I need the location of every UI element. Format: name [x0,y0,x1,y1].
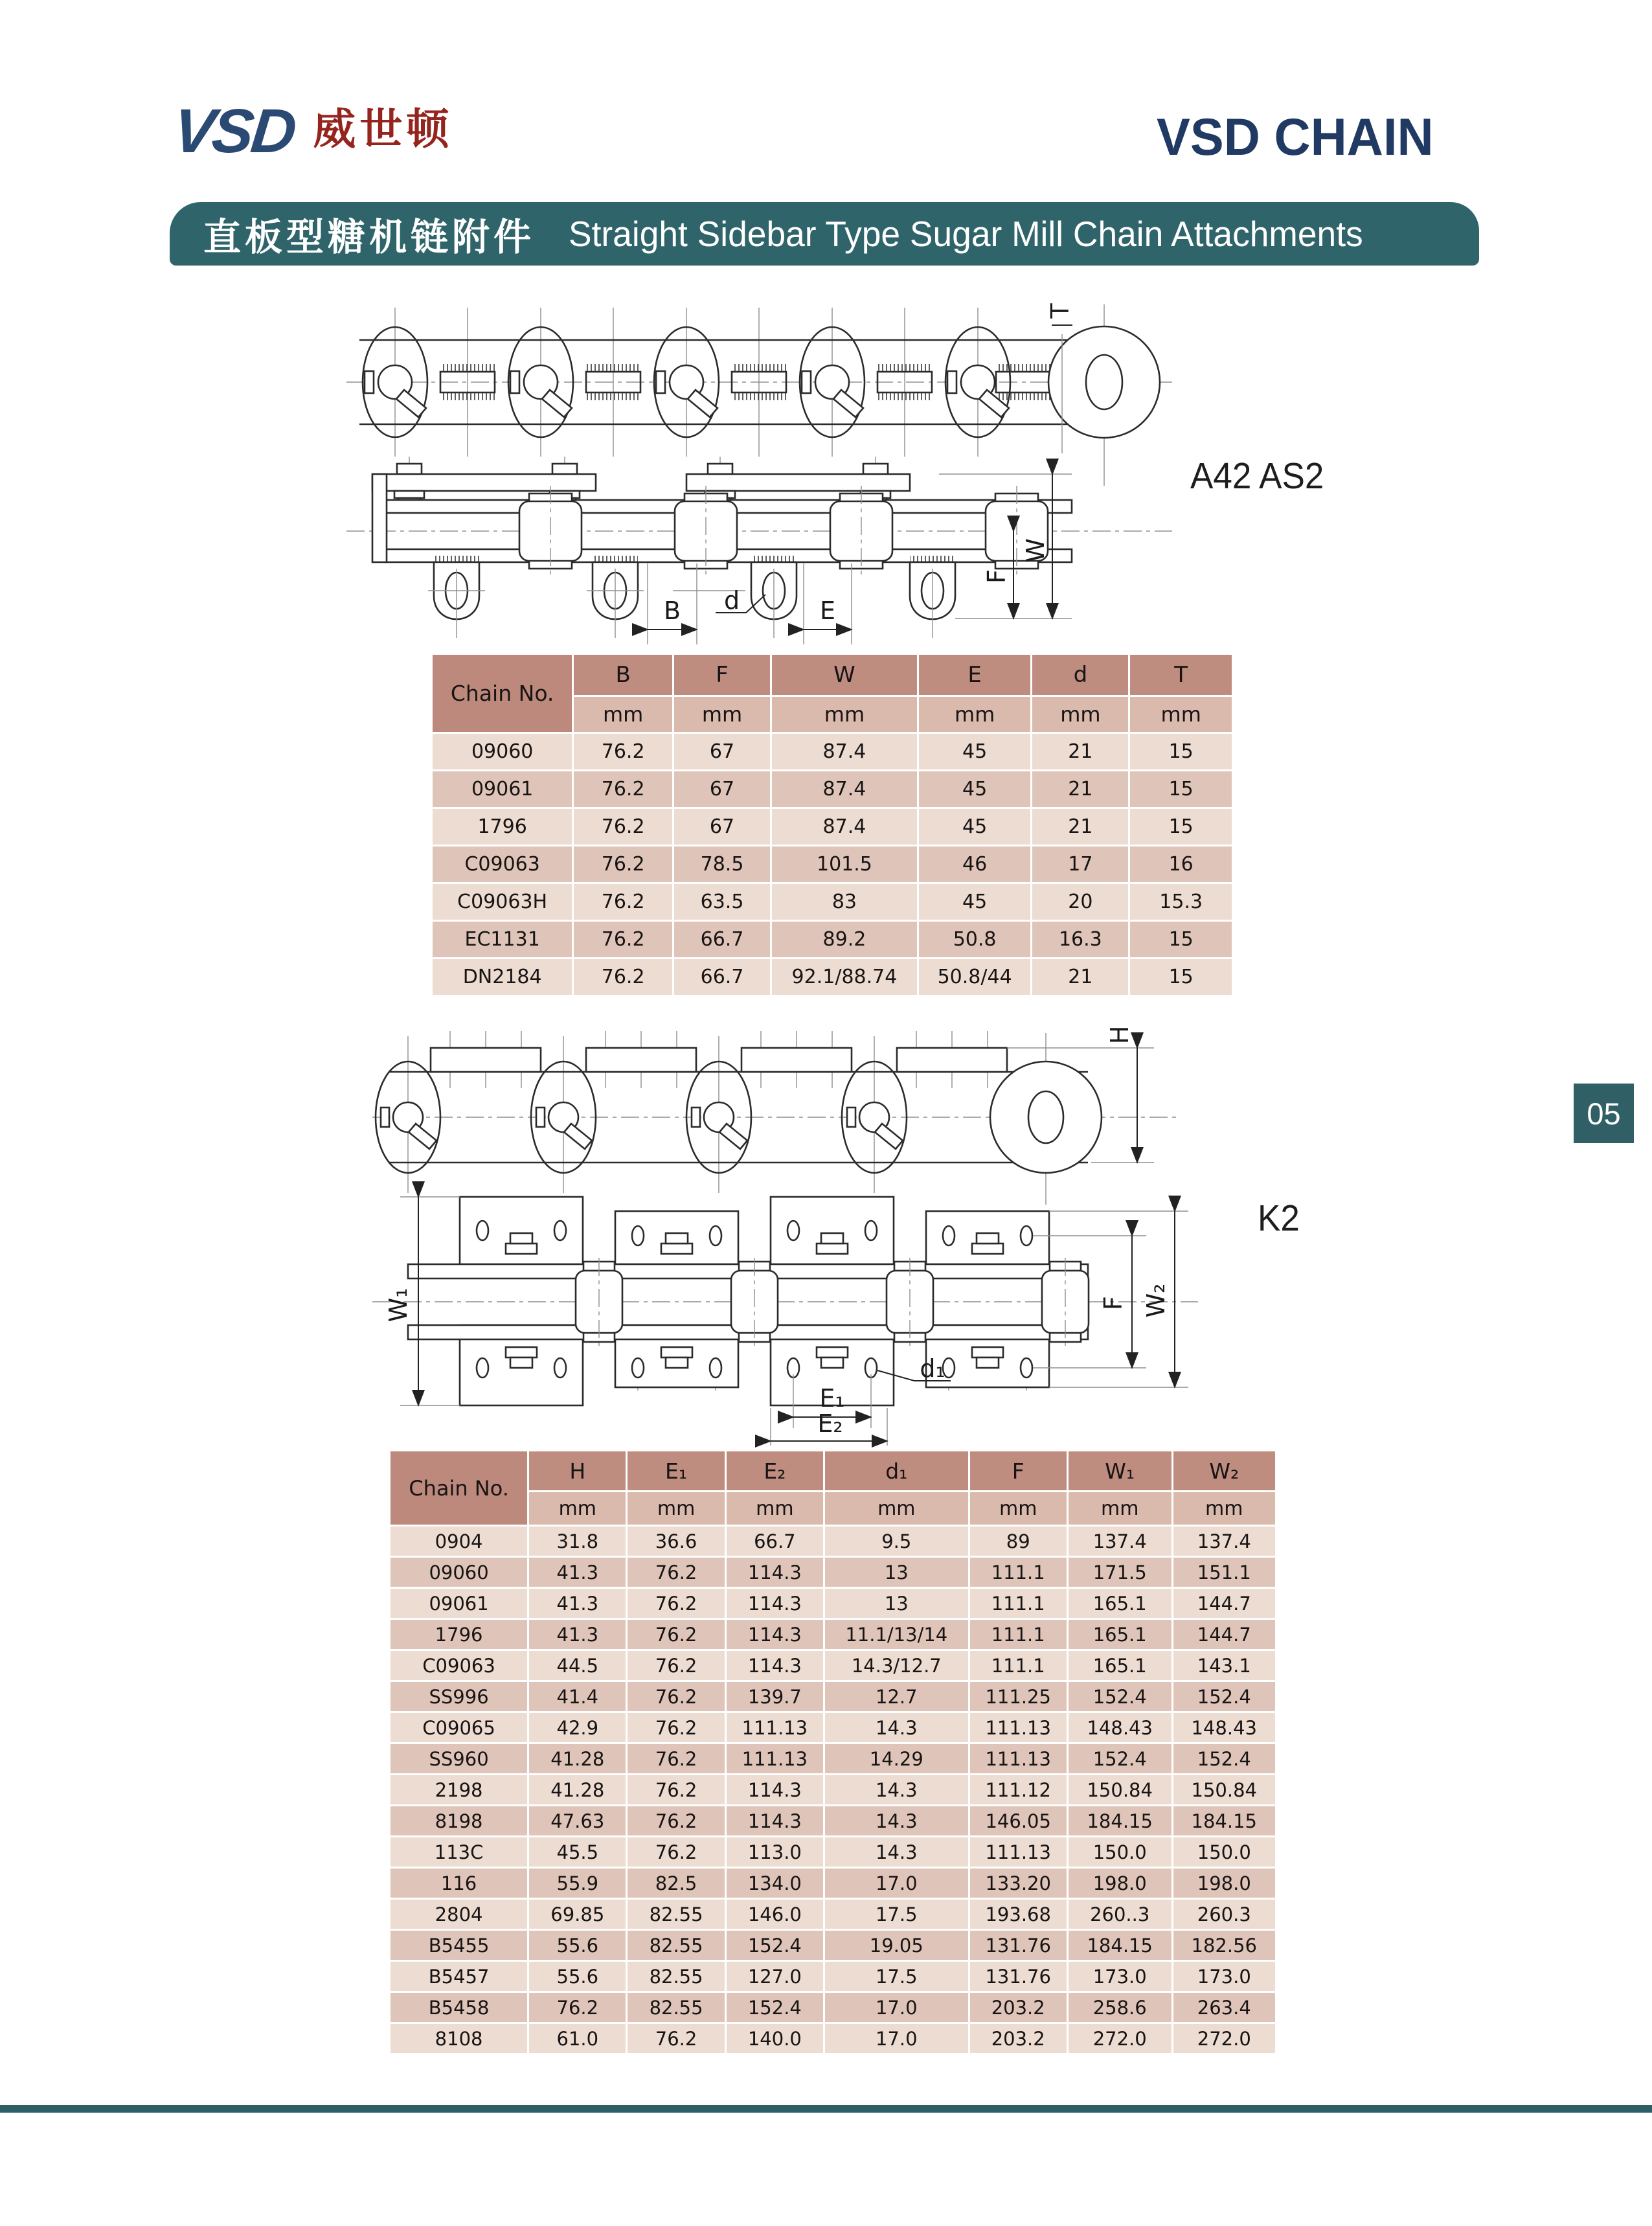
chain-no-cell: 2198 [390,1775,527,1804]
value-cell: 184.15 [1069,1931,1171,1960]
value-cell: 16 [1130,846,1232,882]
value-cell: 148.43 [1069,1713,1171,1742]
chain-no-cell: SS960 [390,1744,527,1773]
value-cell: 111.25 [970,1682,1067,1711]
value-cell: 111.13 [970,1713,1067,1742]
drawing-label-a42-as2: A42 AS2 [1190,455,1324,497]
value-cell: 76.2 [628,1682,724,1711]
value-cell: 76.2 [574,846,672,882]
value-cell: 66.7 [674,922,770,957]
value-cell: 258.6 [1069,1993,1171,2022]
value-cell: 21 [1032,771,1128,807]
chain-no-cell: 1796 [390,1620,527,1649]
value-cell: 31.8 [529,1527,626,1556]
vsd-logo-icon: VSD [170,97,298,166]
chain-no-cell: 116 [390,1868,527,1898]
dim-label-w: W [1021,538,1050,563]
value-cell: 184.15 [1069,1806,1171,1835]
value-cell: 165.1 [1069,1620,1171,1649]
value-cell: 131.76 [970,1931,1067,1960]
chain-no-cell: 0904 [390,1527,527,1556]
value-cell: 82.55 [628,1962,724,1991]
value-cell: 171.5 [1069,1558,1171,1587]
k2-technical-drawing [363,1017,1334,1470]
value-cell: 182.56 [1173,1931,1275,1960]
dim-label-e1: E₁ [819,1384,845,1413]
value-cell: 87.4 [772,771,917,807]
value-cell: 76.2 [574,734,672,769]
value-cell: 131.76 [970,1962,1067,1991]
value-cell: 144.7 [1173,1620,1275,1649]
value-cell: 173.0 [1069,1962,1171,1991]
value-cell: 113.0 [727,1837,823,1867]
value-cell: 61.0 [529,2024,626,2053]
value-cell: 203.2 [970,2024,1067,2053]
table-row [390,1931,1275,1960]
value-cell: 55.6 [529,1931,626,1960]
value-cell: 76.2 [574,922,672,957]
value-cell: 111.1 [970,1589,1067,1618]
value-cell: 137.4 [1069,1527,1171,1556]
value-cell: 260.3 [1173,1900,1275,1929]
table-row [390,1993,1275,2022]
value-cell: 92.1/88.74 [772,959,917,995]
value-cell: 89 [970,1527,1067,1556]
chain-no-cell: B5457 [390,1962,527,1991]
column-header: W₁ [1069,1451,1171,1490]
unit-header: mm [825,1492,968,1525]
table-row [390,1775,1275,1804]
table-row [390,1527,1275,1556]
chain-no-cell: 09060 [433,734,572,769]
unit-header: mm [529,1492,626,1525]
value-cell: 17 [1032,846,1128,882]
value-cell: 47.63 [529,1806,626,1835]
value-cell: 21 [1032,734,1128,769]
column-header: T [1130,655,1232,695]
unit-header: mm [970,1492,1067,1525]
value-cell: 152.4 [1069,1682,1171,1711]
value-cell: 17.5 [825,1962,968,1991]
table-row [390,1620,1275,1649]
value-cell: 41.3 [529,1589,626,1618]
value-cell: 111.13 [970,1744,1067,1773]
value-cell: 111.13 [970,1837,1067,1867]
value-cell: 13 [825,1589,968,1618]
table-row [390,1651,1275,1680]
dim-label-t: T [1046,303,1074,319]
value-cell: 152.4 [727,1931,823,1960]
value-cell: 45 [919,734,1030,769]
value-cell: 272.0 [1069,2024,1171,2053]
value-cell: 150.84 [1069,1775,1171,1804]
value-cell: 46 [919,846,1030,882]
chain-no-column-header: Chain No. [433,655,572,732]
value-cell: 17.0 [825,1868,968,1898]
value-cell: 111.1 [970,1620,1067,1649]
value-cell: 41.28 [529,1744,626,1773]
value-cell: 87.4 [772,734,917,769]
column-header: d [1032,655,1128,695]
drawing-label-k2: K2 [1258,1198,1300,1239]
value-cell: 151.1 [1173,1558,1275,1587]
table-row [390,2024,1275,2053]
unit-header: mm [919,697,1030,732]
column-header: H [529,1451,626,1490]
section-banner [170,202,1479,266]
value-cell: 76.2 [628,1806,724,1835]
value-cell: 12.7 [825,1682,968,1711]
value-cell: 137.4 [1173,1527,1275,1556]
value-cell: 152.4 [727,1993,823,2022]
value-cell: 41.3 [529,1620,626,1649]
table-row [390,1558,1275,1587]
value-cell: 165.1 [1069,1651,1171,1680]
chain-no-cell: C09063 [433,846,572,882]
value-cell: 76.2 [574,884,672,920]
k2-dimension-table [389,1449,1277,2055]
unit-header: mm [727,1492,823,1525]
value-cell: 76.2 [628,1744,724,1773]
value-cell: 42.9 [529,1713,626,1742]
value-cell: 203.2 [970,1993,1067,2022]
page-number-tab: 05 [1574,1084,1634,1143]
chain-no-cell: 09061 [433,771,572,807]
value-cell: 50.8 [919,922,1030,957]
value-cell: 263.4 [1173,1993,1275,2022]
value-cell: 76.2 [628,1775,724,1804]
value-cell: 67 [674,734,770,769]
value-cell: 76.2 [628,1651,724,1680]
value-cell: 140.0 [727,2024,823,2053]
chain-no-cell: SS996 [390,1682,527,1711]
value-cell: 148.43 [1173,1713,1275,1742]
value-cell: 14.3/12.7 [825,1651,968,1680]
chain-no-cell: 09060 [390,1558,527,1587]
column-header: d₁ [825,1451,968,1490]
value-cell: 111.1 [970,1651,1067,1680]
value-cell: 15 [1130,734,1232,769]
value-cell: 55.6 [529,1962,626,1991]
value-cell: 17.0 [825,1993,968,2022]
a42-as2-dimension-table [431,653,1234,997]
chain-no-cell: 8108 [390,2024,527,2053]
table-row [390,1589,1275,1618]
chain-no-cell: C09063H [433,884,572,920]
value-cell: 144.7 [1173,1589,1275,1618]
value-cell: 15.3 [1130,884,1232,920]
value-cell: 41.28 [529,1775,626,1804]
value-cell: 14.3 [825,1837,968,1867]
dim-label-d1: d₁ [920,1354,945,1383]
value-cell: 45 [919,884,1030,920]
value-cell: 83 [772,884,917,920]
value-cell: 139.7 [727,1682,823,1711]
value-cell: 260..3 [1069,1900,1171,1929]
dim-label-b: B [663,596,681,625]
table-row [390,1682,1275,1711]
value-cell: 127.0 [727,1962,823,1991]
value-cell: 50.8/44 [919,959,1030,995]
value-cell: 146.05 [970,1806,1067,1835]
unit-header: mm [628,1492,724,1525]
chain-no-cell: 1796 [433,809,572,845]
value-cell: 41.4 [529,1682,626,1711]
value-cell: 67 [674,771,770,807]
table-row [433,922,1232,957]
table-row [390,1962,1275,1991]
value-cell: 13 [825,1558,968,1587]
chain-no-cell: 113C [390,1837,527,1867]
column-header: F [970,1451,1067,1490]
value-cell: 14.3 [825,1713,968,1742]
value-cell: 150.0 [1069,1837,1171,1867]
value-cell: 14.3 [825,1775,968,1804]
chain-no-cell: 8198 [390,1806,527,1835]
value-cell: 193.68 [970,1900,1067,1929]
table-row [390,1806,1275,1835]
value-cell: 114.3 [727,1620,823,1649]
value-cell: 87.4 [772,809,917,845]
value-cell: 82.55 [628,1900,724,1929]
table-row [433,959,1232,995]
dim-label-h: H [1105,1025,1134,1045]
value-cell: 21 [1032,959,1128,995]
dim-label-e2: E₂ [817,1409,843,1438]
value-cell: 45 [919,771,1030,807]
a42-as2-technical-drawing [337,291,1243,654]
logo-chinese-name: 威世顿 [313,104,453,154]
value-cell: 76.2 [574,809,672,845]
value-cell: 143.1 [1173,1651,1275,1680]
value-cell: 111.13 [727,1744,823,1773]
chain-no-cell: DN2184 [433,959,572,995]
value-cell: 184.15 [1173,1806,1275,1835]
value-cell: 66.7 [674,959,770,995]
column-header: E [919,655,1030,695]
value-cell: 78.5 [674,846,770,882]
value-cell: 76.2 [529,1993,626,2022]
unit-header: mm [1069,1492,1171,1525]
value-cell: 76.2 [574,959,672,995]
column-header: E₁ [628,1451,724,1490]
value-cell: 45.5 [529,1837,626,1867]
chain-no-cell: C09063 [390,1651,527,1680]
brand-title: VSD CHAIN [1157,108,1434,166]
column-header: F [674,655,770,695]
value-cell: 114.3 [727,1558,823,1587]
value-cell: 20 [1032,884,1128,920]
value-cell: 134.0 [727,1868,823,1898]
table-row [390,1713,1275,1742]
value-cell: 76.2 [628,1713,724,1742]
value-cell: 14.3 [825,1806,968,1835]
table-row [433,734,1232,769]
value-cell: 152.4 [1173,1744,1275,1773]
unit-header: mm [1173,1492,1275,1525]
value-cell: 152.4 [1173,1682,1275,1711]
value-cell: 44.5 [529,1651,626,1680]
dim-label-f2: F [1099,1296,1127,1310]
value-cell: 150.84 [1173,1775,1275,1804]
value-cell: 36.6 [628,1527,724,1556]
chain-no-cell: 2804 [390,1900,527,1929]
value-cell: 9.5 [825,1527,968,1556]
column-header: W₂ [1173,1451,1275,1490]
value-cell: 173.0 [1173,1962,1275,1991]
value-cell: 17.5 [825,1900,968,1929]
company-logo [170,97,453,166]
table-row [390,1900,1275,1929]
value-cell: 15 [1130,809,1232,845]
value-cell: 111.12 [970,1775,1067,1804]
chain-no-cell: 09061 [390,1589,527,1618]
column-header: B [574,655,672,695]
value-cell: 15 [1130,959,1232,995]
dim-label-w1: W₁ [384,1288,413,1323]
value-cell: 152.4 [1069,1744,1171,1773]
column-header: W [772,655,917,695]
table-row [433,884,1232,920]
value-cell: 76.2 [628,1837,724,1867]
value-cell: 45 [919,809,1030,845]
footer-divider-bar [0,2105,1652,2113]
value-cell: 114.3 [727,1775,823,1804]
value-cell: 76.2 [628,2024,724,2053]
value-cell: 101.5 [772,846,917,882]
unit-header: mm [1032,697,1128,732]
value-cell: 82.55 [628,1931,724,1960]
dim-label-e: E [819,596,836,625]
value-cell: 198.0 [1173,1868,1275,1898]
value-cell: 15 [1130,922,1232,957]
value-cell: 82.5 [628,1868,724,1898]
table-row [390,1868,1275,1898]
table-row [433,771,1232,807]
value-cell: 14.29 [825,1744,968,1773]
value-cell: 82.55 [628,1993,724,2022]
unit-header: mm [674,697,770,732]
value-cell: 111.1 [970,1558,1067,1587]
value-cell: 76.2 [628,1589,724,1618]
chain-no-column-header: Chain No. [390,1451,527,1525]
value-cell: 55.9 [529,1868,626,1898]
unit-header: mm [772,697,917,732]
chain-no-cell: B5455 [390,1931,527,1960]
value-cell: 146.0 [727,1900,823,1929]
value-cell: 114.3 [727,1806,823,1835]
chain-no-cell: EC1131 [433,922,572,957]
unit-header: mm [1130,697,1232,732]
value-cell: 11.1/13/14 [825,1620,968,1649]
chain-no-cell: B5458 [390,1993,527,2022]
chain-no-cell: C09065 [390,1713,527,1742]
value-cell: 165.1 [1069,1589,1171,1618]
value-cell: 89.2 [772,922,917,957]
dim-label-f: F [982,569,1011,584]
section-title-english: Straight Sidebar Type Sugar Mill Chain Attachments [569,214,1363,254]
value-cell: 67 [674,809,770,845]
dim-label-d: d [723,586,740,615]
table-row [390,1744,1275,1773]
unit-header: mm [574,697,672,732]
value-cell: 272.0 [1173,2024,1275,2053]
value-cell: 21 [1032,809,1128,845]
value-cell: 76.2 [628,1620,724,1649]
value-cell: 76.2 [574,771,672,807]
table-row [433,846,1232,882]
value-cell: 76.2 [628,1558,724,1587]
value-cell: 19.05 [825,1931,968,1960]
value-cell: 150.0 [1173,1837,1275,1867]
section-title-chinese: 直板型糖机链附件 [203,215,536,259]
table-row [390,1837,1275,1867]
value-cell: 133.20 [970,1868,1067,1898]
value-cell: 198.0 [1069,1868,1171,1898]
dim-label-w2: W₂ [1142,1283,1170,1318]
column-header: E₂ [727,1451,823,1490]
value-cell: 111.13 [727,1713,823,1742]
value-cell: 17.0 [825,2024,968,2053]
value-cell: 114.3 [727,1651,823,1680]
value-cell: 114.3 [727,1589,823,1618]
value-cell: 41.3 [529,1558,626,1587]
value-cell: 16.3 [1032,922,1128,957]
table-row [433,809,1232,845]
value-cell: 66.7 [727,1527,823,1556]
value-cell: 63.5 [674,884,770,920]
value-cell: 15 [1130,771,1232,807]
value-cell: 69.85 [529,1900,626,1929]
